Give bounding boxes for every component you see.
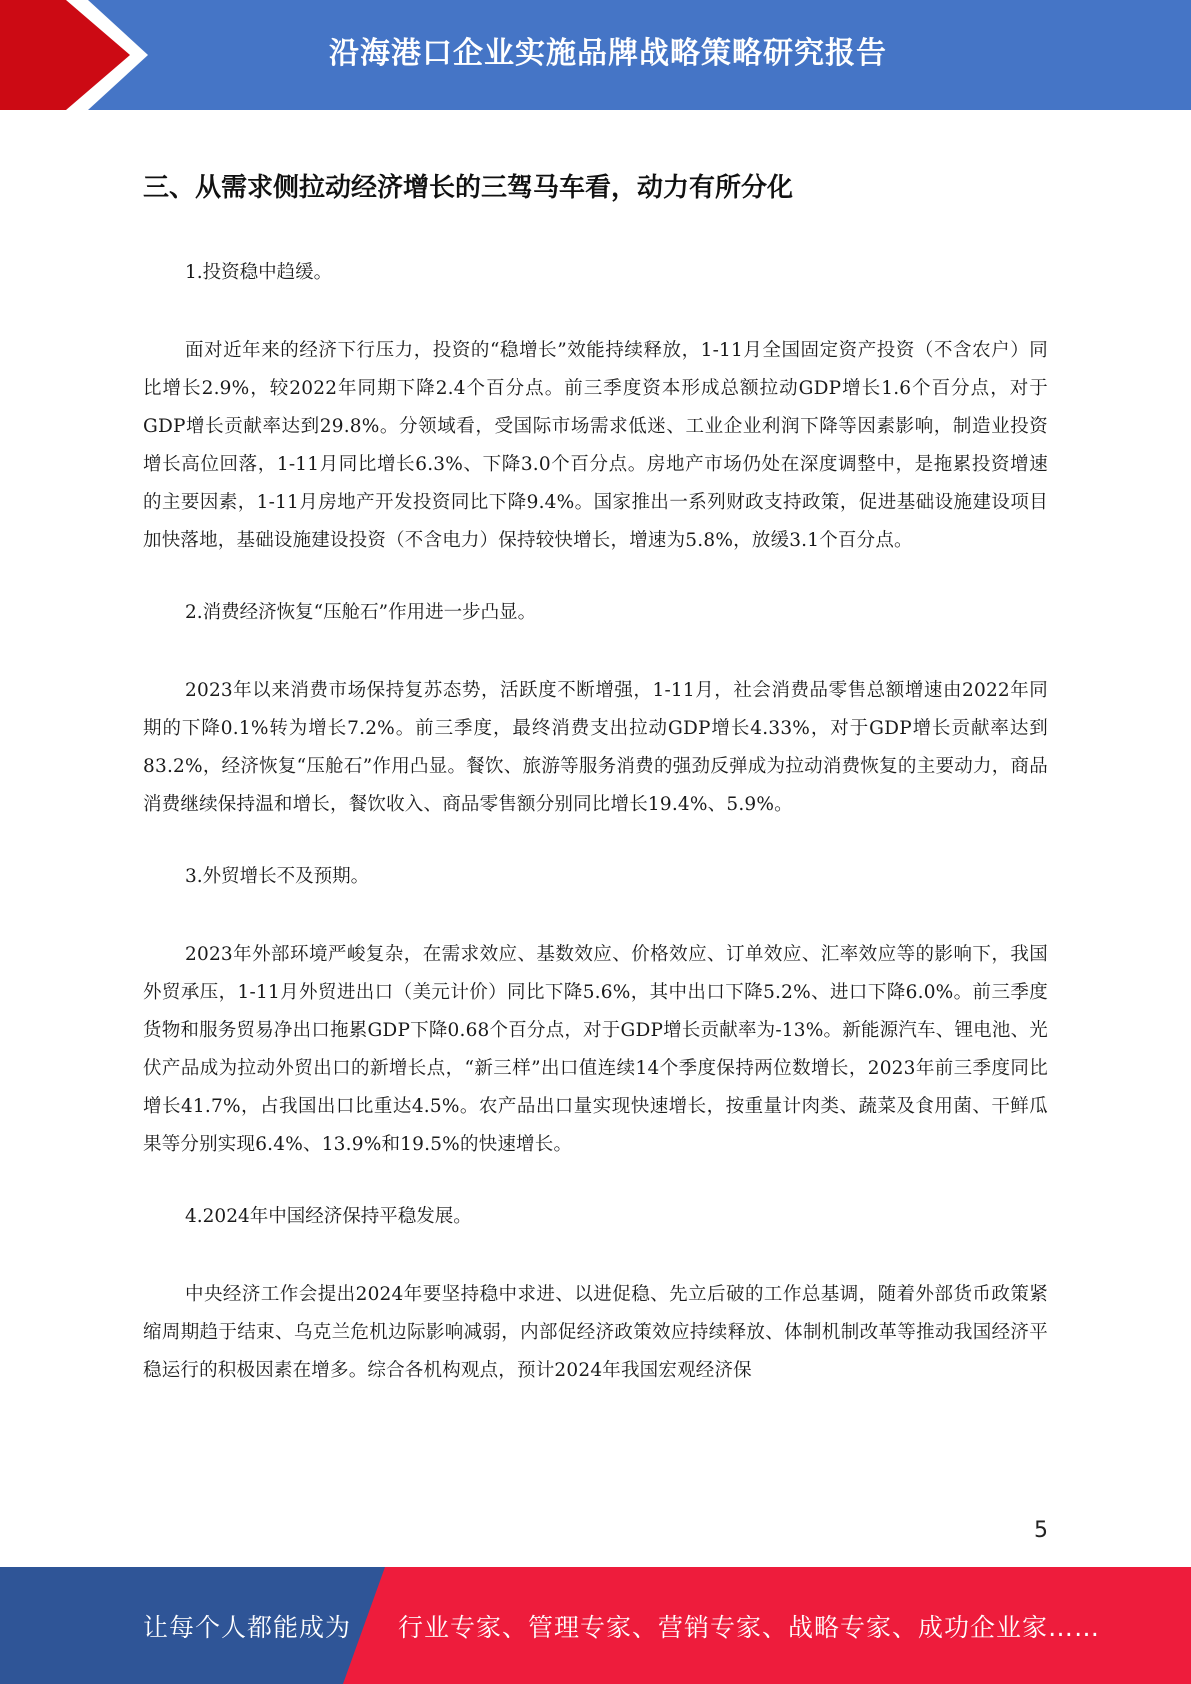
footer-slogan-left: 让每个人都能成为 xyxy=(143,1612,352,1642)
report-header xyxy=(0,0,1191,110)
paragraph-outlook: 中央经济工作会提出2024年要坚持稳中求进、以进促稳、先立后破的工作总基调，随着外部货币政策紧缩周期趋于结束、乌克兰危机边际影响减弱，内部促经济政策效应持续释放、体制机制改革等推动我国经济平稳运行的积极因素在增多。综合各机构观点，预计2024年我国宏观经济保 xyxy=(143,1284,1048,1381)
subsection-title-4: 4.2024年中国经济保持平稳发展。 xyxy=(185,1206,472,1227)
page-content xyxy=(143,168,1048,1390)
page-number: 5 xyxy=(1034,1518,1048,1543)
footer-slogan-right: 行业专家、管理专家、营销专家、战略专家、成功企业家…… xyxy=(398,1612,1101,1642)
paragraph-consumption: 2023年以来消费市场保持复苏态势，活跃度不断增强，1-11月，社会消费品零售总额增速由2022年同期的下降0.1%转为增长7.2%。前三季度，最终消费支出拉动GDP增长4.33%，对于GDP增长贡献率达到83.2%，经济恢复“压舱石”作用凸显。餐饮、旅游等服务消费的强劲反弹成为拉动消费恢复的主要动力，商品消费继续保持温和增长，餐饮收入、商品零售额分别同比增长19.4%、5.9%。 xyxy=(143,680,1048,815)
subsection-title-1: 1.投资稳中趋缓。 xyxy=(185,262,333,283)
report-title: 沿海港口企业实施品牌战略策略研究报告 xyxy=(329,36,887,71)
subsection-title-2: 2.消费经济恢复“压舱石”作用进一步凸显。 xyxy=(185,602,537,623)
report-footer xyxy=(0,1567,1191,1684)
paragraph-investment: 面对近年来的经济下行压力，投资的“稳增长”效能持续释放，1-11月全国固定资产投资（不含农户）同比增长2.9%，较2022年同期下降2.4个百分点。前三季度资本形成总额拉动GDP增长1.6个百分点，对于GDP增长贡献率达到29.8%。分领域看，受国际市场需求低迷、工业企业利润下降等因素影响，制造业投资增长高位回落，1-11月同比增长6.3%、下降3.0个百分点。房地产市场仍处在深度调整中，是拖累投资增速的主要因素，1-11月房地产开发投资同比下降9.4%。国家推出一系列财政支持政策，促进基础设施建设项目加快落地，基础设施建设投资（不含电力）保持较快增长，增速为5.8%，放缓3.1个百分点。 xyxy=(143,340,1048,551)
paragraph-foreign-trade: 2023年外部环境严峻复杂，在需求效应、基数效应、价格效应、订单效应、汇率效应等的影响下，我国外贸承压，1-11月外贸进出口（美元计价）同比下降5.6%，其中出口下降5.2%、进口下降6.0%。前三季度货物和服务贸易净出口拖累GDP下降0.68个百分点，对于GDP增长贡献率为-13%。新能源汽车、锂电池、光伏产品成为拉动外贸出口的新增长点，“新三样”出口值连续14个季度保持两位数增长，2023年前三季度同比增长41.7%，占我国出口比重达4.5%。农产品出口量实现快速增长，按重量计肉类、蔬菜及食用菌、干鲜瓜果等分别实现6.4%、13.9%和19.5%的快速增长。 xyxy=(143,944,1048,1155)
subsection-title-3: 3.外贸增长不及预期。 xyxy=(185,866,370,887)
section-title: 三、从需求侧拉动经济增长的三驾马车看，动力有所分化 xyxy=(143,173,794,203)
